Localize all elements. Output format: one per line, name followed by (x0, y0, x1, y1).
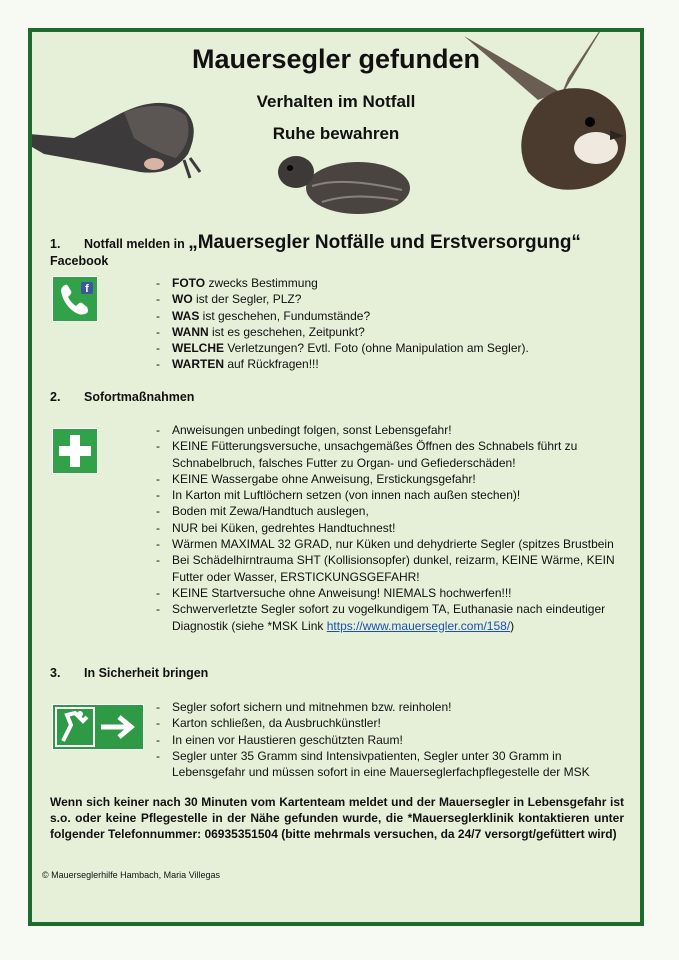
flyer-sheet (28, 28, 644, 926)
list-item-text: Segler unter 35 Gramm sind Intensivpatienten, Segler unter 30 Gramm in Lebensgefahr und müssen sofort in eine Mauerseglerfachpflegestelle der MSK (172, 748, 590, 780)
closing-paragraph: Wenn sich keiner nach 30 Minuten vom Kartenteam meldet und der Mauersegler in Lebensgefahr ist s.o. oder keine Pflegestelle in der Nähe gefunden wurde, die *Mauerseglerklinik kontaktieren unter folgender Telefonnummer: 06935351504 (bitte mehrmals versuchen, da 24/7 versorgt/gefüttert wird) (50, 795, 624, 841)
section-1-number: 1. (50, 237, 61, 251)
section-3-heading (50, 666, 208, 680)
list-item-text: Segler sofort sichern und mitnehmen bzw. reinholen! (172, 700, 452, 714)
list-item-text: KEINE Fütterungsversuche, unsachgemäßes Öffnen des Schnabels führt zu Schnabelbruch, falsches Futter zu Organ- und Gefiederschäden! (172, 439, 578, 470)
list-item (156, 601, 618, 634)
section-1-heading (50, 232, 640, 268)
emergency-exit-icon (52, 704, 144, 750)
section-2-number: 2. (50, 390, 61, 404)
list-item (156, 715, 618, 731)
list-item-keyword: WAS (172, 308, 200, 323)
section-1-list (156, 275, 616, 373)
section-1-platform: Facebook (50, 254, 109, 268)
section-2-list (156, 422, 618, 634)
list-item (156, 585, 618, 601)
list-item-text: KEINE Wassergabe ohne Anweisung, Erstickungsgefahr! (172, 471, 476, 486)
swift-chick-image (272, 146, 414, 218)
list-item (156, 552, 618, 585)
list-item (156, 275, 616, 291)
list-item-text: Karton schließen, da Ausbruchkünstler! (172, 716, 381, 731)
svg-text:f: f (85, 283, 89, 295)
list-item (156, 748, 618, 781)
list-item-text: NUR bei Küken, gedrehtes Handtuchnest! (172, 520, 396, 535)
list-item (156, 536, 618, 552)
list-item-suffix: ) (510, 618, 515, 633)
list-item-text: ist geschehen, Fundumstände? (199, 308, 371, 323)
list-item-text: ist es geschehen, Zeitpunkt? (208, 324, 365, 339)
section-1-lead: Notfall melden in (84, 237, 189, 251)
section-2-heading (50, 390, 194, 404)
list-item-text: In Karton mit Luftlöchern setzen (von innen nach außen stechen)! (172, 488, 521, 503)
list-item (156, 503, 618, 519)
section-3-number: 3. (50, 666, 61, 680)
list-item-keyword: FOTO (172, 276, 206, 290)
list-item (156, 732, 618, 748)
list-item (156, 438, 618, 471)
list-item (156, 340, 616, 356)
facebook-group-name: „Mauersegler Notfälle und Erstversorgung“ (188, 232, 581, 253)
section-3-label: In Sicherheit bringen (84, 666, 209, 680)
list-item-text: Bei Schädelhirntrauma SHT (Kollisionsopfer) dunkel, reizarm, KEINE Wärme, KEIN Futter oder Wasser, ERSTICKUNGSGEFAHR! (172, 553, 615, 584)
page-subtitle: Verhalten im Notfall (256, 92, 416, 111)
list-item-text: Verletzungen? Evtl. Foto (ohne Manipulation am Segler). (224, 341, 529, 356)
list-item-text: auf Rückfragen!!! (224, 357, 319, 372)
list-item-text: Schwerverletzte Segler sofort zu vogelkundigem TA, Euthanasie nach eindeutiger Diagnostik (siehe *MSK Link (172, 602, 606, 633)
list-item (156, 291, 616, 307)
list-item (156, 471, 618, 487)
list-item-text: zwecks Bestimmung (205, 276, 318, 290)
copyright-footer: © Mauerseglerhilfe Hambach, Maria Villegas (42, 870, 221, 880)
list-item-text: In einen vor Haustieren geschützten Raum! (172, 732, 403, 747)
list-item (156, 520, 618, 536)
list-item-keyword: WO (172, 292, 193, 307)
phone-facebook-icon (52, 276, 98, 322)
list-item-keyword: WANN (172, 324, 209, 339)
section-2-label: Sofortmaßnahmen (84, 390, 195, 404)
calm-heading: Ruhe bewahren (272, 124, 400, 143)
list-item-text: Boden mit Zewa/Handtuch auslegen, (172, 504, 369, 519)
list-item (156, 487, 618, 503)
list-item-text: ist der Segler, PLZ? (192, 292, 302, 307)
list-item (156, 324, 616, 340)
list-item (156, 308, 616, 324)
first-aid-cross-icon (52, 428, 98, 474)
msk-link[interactable]: https://www.mauersegler.com/158/ (326, 618, 511, 633)
list-item-keyword: WELCHE (172, 341, 224, 356)
section-3-list (156, 699, 618, 780)
list-item-text: Wärmen MAXIMAL 32 GRAD, nur Küken und dehydrierte Segler (spitzes Brustbein (172, 537, 614, 552)
list-item-text: KEINE Startversuche ohne Anweisung! NIEMALS hochwerfen!!! (172, 585, 512, 600)
list-item (156, 699, 618, 715)
list-item (156, 356, 616, 372)
list-item (156, 422, 618, 438)
page-title: Mauersegler gefunden (191, 44, 481, 74)
list-item-keyword: WARTEN (172, 357, 224, 372)
list-item-text: Anweisungen unbedingt folgen, sonst Lebensgefahr! (172, 423, 452, 437)
